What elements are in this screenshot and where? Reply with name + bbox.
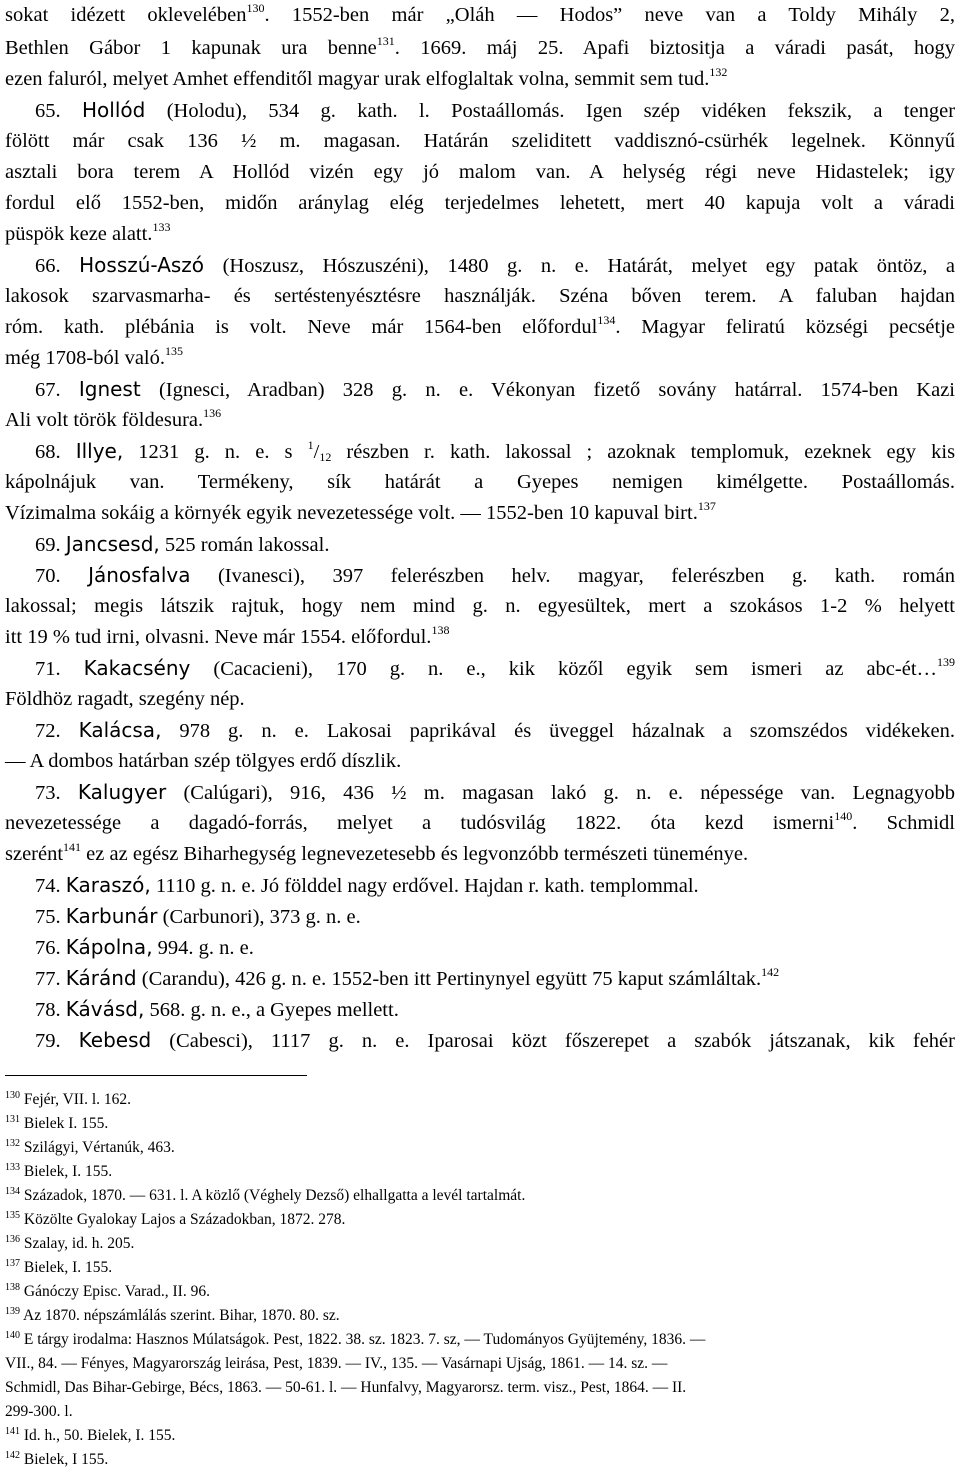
footnote: $^{130}$ Fejér, VII. l. 162. <box>5 1090 132 1108</box>
text-line: fölött már csak 136 ½ m. magasan. Határán szeliditett vaddisznó-csürhék legelnek. Könnyű <box>5 130 955 152</box>
text-line: még 1708-ból való.$^{135}$ <box>5 344 183 369</box>
text-line: kápolnájuk van. Termékeny, sík határát a Gyepes nemigen kimélgette. Postaállomás. <box>5 471 955 493</box>
entry-71: 71. Kakacsény (Cacacieni), 170 g. n. e., kik közől egyik sem ismeri az abc-ét…$^{139}$ <box>35 655 956 680</box>
footnote-ref: 130 <box>246 1 265 15</box>
entry-74: 74. Karaszó, 1110 g. n. e. Jó földdel nagy erdővel. Hajdan r. kath. templommal. <box>35 873 699 897</box>
text-line: szerént$^{141}$ ez az egész Biharhegység legnevezetesebb és legvonzóbb természeti tüneménye. <box>5 840 749 865</box>
text-line: sokat idézett oklevelében$^{130}$. 1552-ben már „Oláh — Hodos” neve van a Toldy Mihály 2, <box>5 1 955 26</box>
place-name: Illye, <box>75 439 124 463</box>
entry-75: 75. Karbunár (Carbunori), 373 g. n. e. <box>35 904 361 928</box>
text-line: lakosok szarvasmarha- és sertéstenyésztésre használják. Széna bőven terem. A faluban hajdan <box>5 285 955 307</box>
footnote-continuation: Schmidl, Das Bihar-Gebirge, Bécs, 1863. — 50-61. l. — Hunfalvy, Magyarorsz. term. visz., Pest, 1864. — II. <box>5 1379 687 1396</box>
place-name: Kalugyer <box>77 780 167 804</box>
entry-77: 77. Káránd (Carandu), 426 g. n. e. 1552-ben itt Pertinynyel együtt 75 kaput számláltak.$^{142}$ <box>35 965 780 990</box>
place-name: Kalácsa, <box>78 718 162 742</box>
place-name: Kápolna, <box>65 935 153 959</box>
entry-70: 70. Jánosfalva (Ivanesci), 397 felerészben helv. magyar, felerészben g. kath. román <box>35 563 956 587</box>
footnote: $^{137}$ Bielek, I. 155. <box>5 1258 113 1276</box>
text-line: Bethlen Gábor 1 kapunak ura benne$^{131}$. 1669. máj 25. Apafi biztositja a váradi pasát, hogy <box>5 34 955 59</box>
place-name: Káránd <box>65 966 137 990</box>
footnote: $^{139}$ Az 1870. népszámlálás szerint. Bihar, 1870. 80. sz. <box>5 1306 340 1324</box>
footnote: $^{138}$ Gánóczy Episc. Varad., II. 96. <box>5 1282 210 1300</box>
text-line: asztali bora terem A Hollód vizén egy jó malom van. A helység régi neve Hidastelek; igy <box>5 161 955 183</box>
text-line: Földhöz ragadt, szegény nép. <box>5 688 245 710</box>
footnote-ref: 131 <box>376 34 395 48</box>
footnote-continuation: 299-300. l. <box>5 1403 73 1420</box>
fraction-denominator: 12 <box>319 450 332 464</box>
entry-66: 66. Hosszú-Aszó (Hoszusz, Hószuszéni), 1480 g. n. e. Határát, melyet egy patak öntöz, a <box>35 253 956 277</box>
text-line: — A dombos határban szép tölgyes erdő díszlik. <box>5 750 402 772</box>
footnote: $^{134}$ Századok, 1870. — 631. l. A közlő (Véghely Dezső) elhallgatta a levél tartalmát. <box>5 1186 526 1204</box>
place-name: Hosszú-Aszó <box>79 253 205 277</box>
footnote: $^{131}$ Bielek I. 155. <box>5 1114 109 1132</box>
entry-72: 72. Kalácsa, 978 g. n. e. Lakosai paprikával és üveggel házalnak a szomszédos vidékeken. <box>35 718 955 742</box>
footnote-ref: 139 <box>937 655 956 669</box>
text-line: nevezetessége a dagadó-forrás, melyet a tudósvilág 1822. óta kezd ismerni$^{140}$. Schmidl <box>5 809 955 834</box>
footnote-ref: 132 <box>709 65 728 79</box>
place-name: Kebesd <box>78 1028 152 1052</box>
fraction-numerator: 1 <box>307 438 314 452</box>
footnote: $^{136}$ Szalay, id. h. 205. <box>5 1234 135 1252</box>
text-line: ezen faluról, melyet Amhet effenditől magyar urak elfoglaltak volna, semmit sem tud.$^{132}$ <box>5 65 728 90</box>
footnote-continuation: VII., 84. — Fényes, Magyarország leirása, Pest, 1839. — IV., 135. — Vasárnapi Ujság, 1861. — 14. sz. — <box>5 1355 668 1372</box>
footnote-ref: 141 <box>63 840 82 854</box>
footnote-ref: 142 <box>761 965 780 979</box>
entry-79: 79. Kebesd (Cabesci), 1117 g. n. e. Iparosai közt főszerepet a szabók játszanak, kik fehér <box>35 1028 955 1052</box>
entry-76: 76. Kápolna, 994. g. n. e. <box>35 935 254 959</box>
footnote: $^{135}$ Közölte Gyalokay Lajos a Századokban, 1872. 278. <box>5 1210 346 1228</box>
text-line: fordul elő 1552-ben, midőn aránylag elég terjedelmes lehetett, mert 40 kapuja volt a váradi <box>5 192 955 214</box>
text-line: itt 19 % tud irni, olvasni. Neve már 1554. előfordul.$^{138}$ <box>5 623 450 648</box>
text-line: püspök keze alatt.$^{133}$ <box>5 220 171 245</box>
entry-65: 65. Hollód (Holodu), 534 g. kath. l. Postaállomás. Igen szép vidéken fekszik, a tenger <box>35 98 956 122</box>
footnote-separator <box>5 1075 307 1076</box>
footnote-ref: 138 <box>431 623 450 637</box>
entry-68: 68. Illye, 1231 g. n. e. s $^1/_{12}$ részben r. kath. lakossal ; azoknak templomuk, ezeknek egy kis <box>35 438 956 464</box>
footnote: $^{141}$ Id. h., 50. Bielek, I. 155. <box>5 1426 176 1444</box>
entry-69: 69. Jancsesd, 525 román lakossal. <box>35 532 330 556</box>
text-line: lakossal; megis látszik rajtuk, hogy nem mind g. n. egyesültek, mert a szokásos 1-2 % helyett <box>5 595 955 617</box>
place-name: Jancsesd, <box>65 532 160 556</box>
footnote: $^{133}$ Bielek, I. 155. <box>5 1162 113 1180</box>
entry-67: 67. Ignest (Ignesci, Aradban) 328 g. n. e. Vékonyan fizető sovány határral. 1574-ben Kazi <box>35 377 956 401</box>
place-name: Kávásd, <box>65 997 145 1021</box>
footnote-ref: 137 <box>697 499 716 513</box>
footnote: $^{140}$ E tárgy irodalma: Hasznos Múlatságok. Pest, 1822. 38. sz. 1823. 7. sz, — Tudományos Gyüjtemény, 1836. — <box>5 1330 706 1348</box>
footnote: $^{142}$ Bielek, I 155. <box>5 1450 109 1468</box>
footnote: $^{132}$ Szilágyi, Vértanúk, 463. <box>5 1138 175 1156</box>
place-name: Ignest <box>78 377 141 401</box>
place-name: Hollód <box>82 98 146 122</box>
text-line: róm. kath. plébánia is volt. Neve már 1564-ben előfordul$^{134}$. Magyar feliratú községi pecsétje <box>5 313 955 338</box>
place-name: Jánosfalva <box>88 563 191 587</box>
place-name: Karaszó, <box>65 873 151 897</box>
footnote-ref: 133 <box>152 220 171 234</box>
text-line: Ali volt török földesura.$^{136}$ <box>5 406 222 431</box>
entry-73: 73. Kalugyer (Calúgari), 916, 436 ½ m. magasan lakó g. n. e. népessége van. Legnagyobb <box>35 780 956 804</box>
text-line: Vízimalma sokáig a környék egyik nevezetessége volt. — 1552-ben 10 kapuval birt.$^{137}$ <box>5 499 716 524</box>
place-name: Kakacsény <box>83 656 191 680</box>
footnote-ref: 135 <box>165 344 183 358</box>
footnote-ref: 140 <box>834 809 853 823</box>
footnote-ref: 134 <box>597 313 616 327</box>
footnote-ref: 136 <box>203 406 222 420</box>
entry-78: 78. Kávásd, 568. g. n. e., a Gyepes mellett. <box>35 997 399 1021</box>
place-name: Karbunár <box>65 904 158 928</box>
